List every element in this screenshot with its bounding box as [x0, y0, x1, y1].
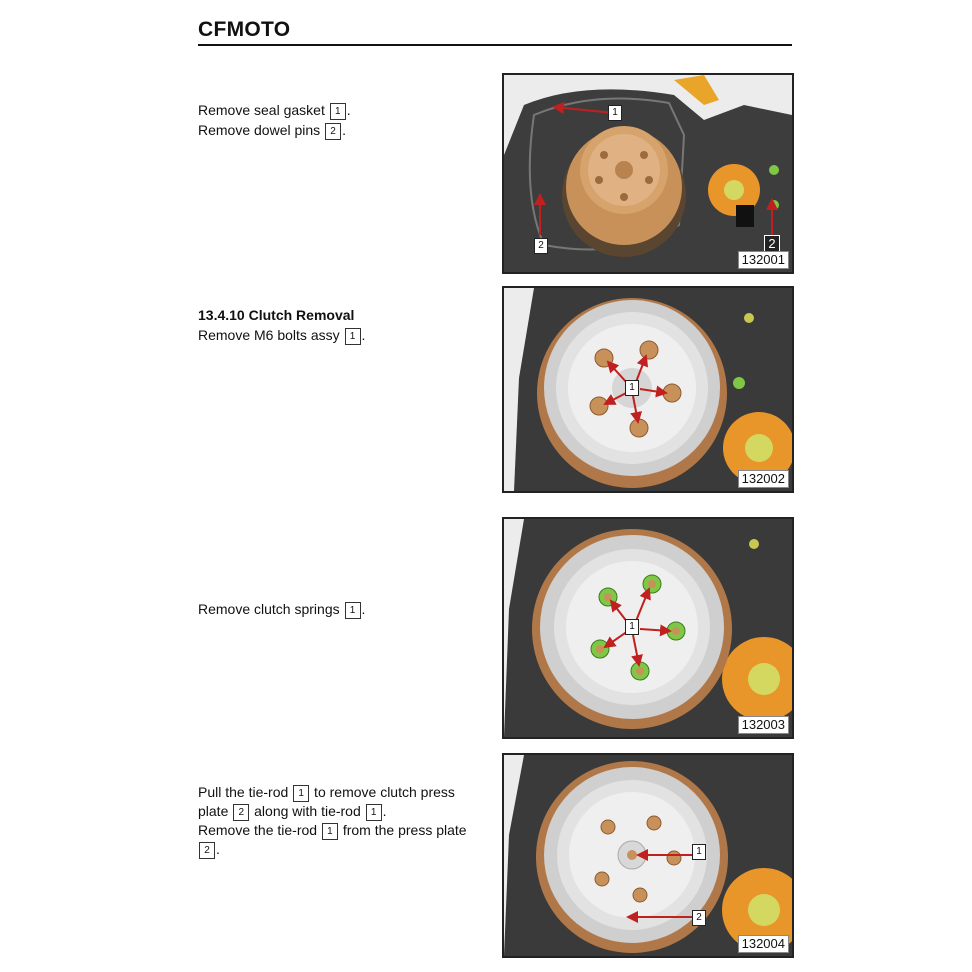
step-remove-springs: [198, 599, 490, 619]
instruction-line: plate 2 along with tie-rod 1 .: [198, 803, 387, 819]
step-clutch-removal: [198, 305, 490, 345]
figure-seal-gasket: [502, 73, 794, 274]
callout-label: 2: [692, 910, 706, 926]
callout-label: 1: [692, 844, 706, 860]
callout-box: 1: [322, 823, 338, 840]
callout-box: 1: [345, 328, 361, 345]
callout-label: 1: [625, 619, 639, 635]
callout-label: 2: [534, 238, 548, 254]
instruction-line: Remove seal gasket 1 .: [198, 102, 351, 118]
callout-label: 1: [608, 105, 622, 121]
instruction-line: Remove dowel pins 2 .: [198, 122, 346, 138]
instruction-line: 2 .: [198, 840, 490, 859]
callout-box: 1: [330, 103, 346, 120]
clutch-illustration: [504, 519, 792, 737]
callout-box: 2: [199, 842, 215, 859]
figure-number: 132003: [738, 716, 789, 734]
figure-number: 132004: [738, 935, 789, 953]
clutch-illustration: [504, 755, 792, 956]
figure-clutch-springs: [502, 517, 794, 739]
figure-tie-rod: [502, 753, 794, 958]
figure-number: 132002: [738, 470, 789, 488]
page-header: [198, 18, 792, 46]
section-heading: 13.4.10 Clutch Removal: [198, 307, 355, 323]
instruction-line: Pull the tie-rod 1 to remove clutch press: [198, 784, 455, 800]
callout-label: 1: [625, 380, 639, 396]
instruction-line: Remove clutch springs 1 .: [198, 601, 366, 617]
instruction-line: Remove the tie-rod 1 from the press plate: [198, 822, 467, 838]
callout-box: 2: [325, 123, 341, 140]
callout-label: 2: [764, 235, 780, 253]
clutch-illustration: [504, 288, 792, 491]
figure-number: 132001: [738, 251, 789, 269]
step-remove-gasket: [198, 100, 490, 140]
figure-m6-bolts: [502, 286, 794, 493]
step-remove-tie-rod: [198, 783, 490, 859]
brand-title: CFMOTO: [198, 18, 291, 41]
callout-box: 2: [233, 804, 249, 821]
callout-box: 1: [345, 602, 361, 619]
callout-box: 1: [293, 785, 309, 802]
callout-box: 1: [366, 804, 382, 821]
instruction-line: Remove M6 bolts assy 1 .: [198, 327, 366, 343]
